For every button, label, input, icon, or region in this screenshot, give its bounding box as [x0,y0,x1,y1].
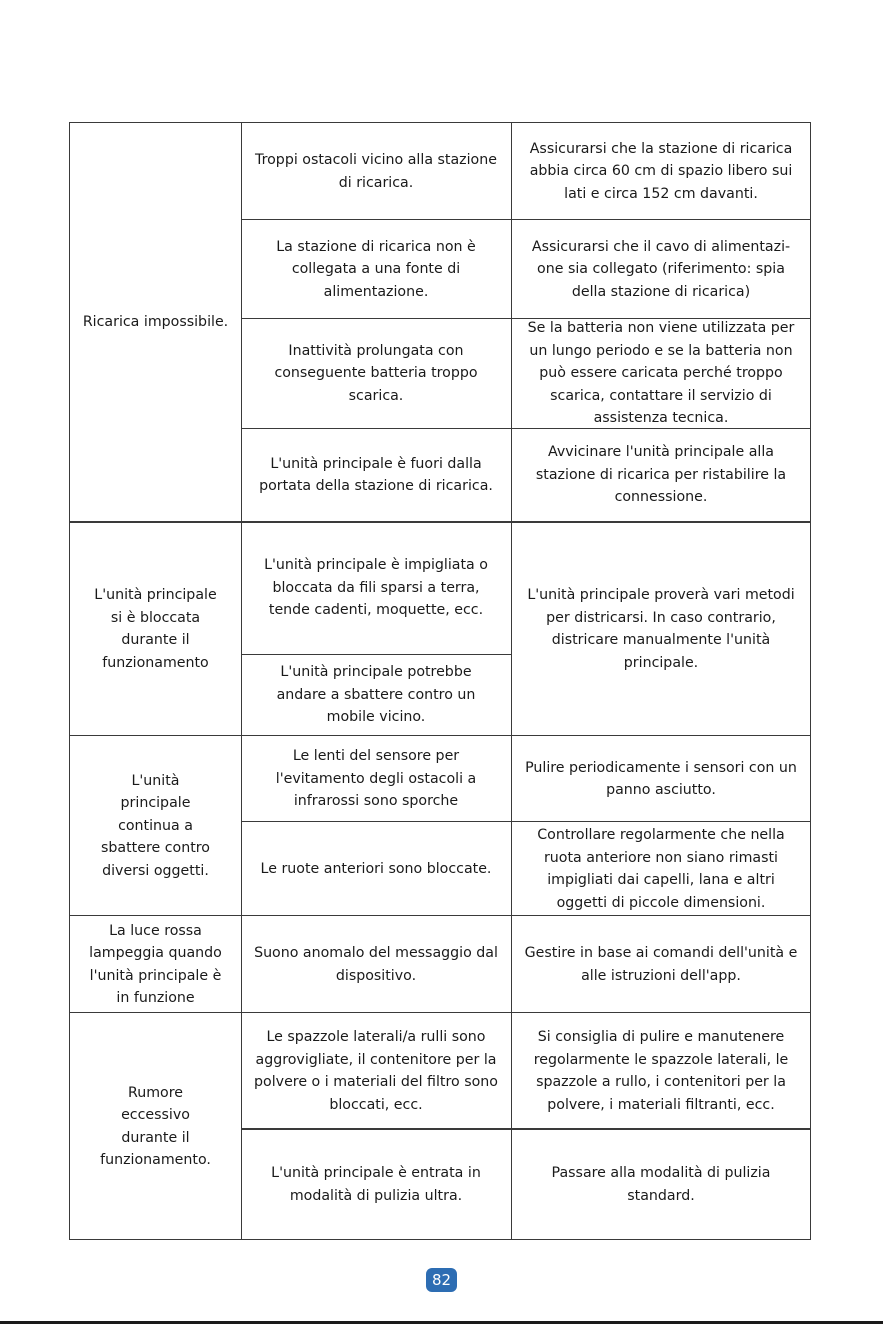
solution-cell: Assicurarsi che il cavo di alimentazi- one sia collegato (riferimento: spia della stazione di ricarica) [531,238,791,300]
problem-cell: Ricarica impossibile. [82,314,229,331]
solution-cell: Se la batteria non viene utilizzata per un lungo periodo e se la batteria non può essere caricata perché troppo scarica, contattare il servizio di assistenza tecnica. [527,320,795,427]
group-divider [69,915,811,916]
row-divider [241,318,811,319]
cause-cell: L'unità principale è entrata in modalità di pulizia ultra. [271,1165,481,1204]
row-divider [241,654,511,655]
solution-cell: L'unità principale proverà vari metodi per districarsi. In caso contrario, districare manualmente l'unità principale. [527,587,795,671]
cause-cell: L'unità principale potrebbe andare a sbattere contro un mobile vicino. [276,664,476,726]
row-divider [241,428,811,429]
problem-cell: Rumore eccessivo durante il funzionamento. [100,1084,211,1168]
page-number-badge: 82 [426,1268,457,1292]
solution-cell: Pulire periodicamente i sensori con un panno asciutto. [525,759,797,798]
solution-cell: Controllare regolarmente che nella ruota anteriore non siano rimasti impigliati dai capelli, lana e altri oggetti di piccole dimensioni. [537,827,785,911]
cause-cell: Le ruote anteriori sono bloccate. [260,860,492,877]
cause-cell: L'unità principale è fuori dalla portata della stazione di ricarica. [259,455,493,494]
column-divider [511,123,512,1240]
cause-cell: Troppi ostacoli vicino alla stazione di ricarica. [255,152,497,191]
group-divider [69,521,811,523]
row-divider [241,821,811,822]
cause-cell: La stazione di ricarica non è collegata a una fonte di alimentazione. [276,238,476,300]
column-divider [241,123,242,1240]
group-divider [69,1012,811,1013]
problem-cell: La luce rossa lampeggia quando l'unità principale è in funzione [89,922,222,1006]
cause-cell: Le spazzole laterali/a rulli sono aggrovigliate, il contenitore per la polvere o i materiali del filtro sono bloccati, ecc. [254,1029,498,1113]
table-border [69,123,70,1240]
row-divider [241,219,811,220]
cause-cell: Le lenti del sensore per l'evitamento degli ostacoli a infrarossi sono sporche [275,748,477,810]
solution-cell: Passare alla modalità di pulizia standard. [551,1165,771,1204]
table-border [810,123,811,1240]
cause-cell: L'unità principale è impigliata o bloccata da fili sparsi a terra, tende cadenti, moquette, ecc. [264,557,488,619]
solution-cell: Si consiglia di pulire e manutenere regolarmente le spazzole laterali, le spazzole a rullo, i contenitori per la polvere, i materiali filtranti, ecc. [533,1029,789,1113]
solution-cell: Gestire in base ai comandi dell'unità e alle istruzioni dell'app. [524,945,798,984]
cause-cell: Suono anomalo del messaggio dal dispositivo. [254,945,498,984]
cause-cell: Inattività prolungata con conseguente batteria troppo scarica. [274,342,478,404]
solution-cell: Avvicinare l'unità principale alla stazione di ricarica per ristabilire la connessione. [535,444,787,506]
solution-cell: Assicurarsi che la stazione di ricarica abbia circa 60 cm di spazio libero sui lati e circa 152 cm davanti. [529,140,793,202]
group-divider [69,735,811,736]
table-border [69,122,811,123]
problem-cell: L'unità principale continua a sbattere contro diversi oggetti. [101,772,210,879]
table-border [69,1239,811,1240]
row-divider [241,1128,811,1130]
problem-cell: L'unità principale si è bloccata durante il funzionamento [94,587,217,671]
